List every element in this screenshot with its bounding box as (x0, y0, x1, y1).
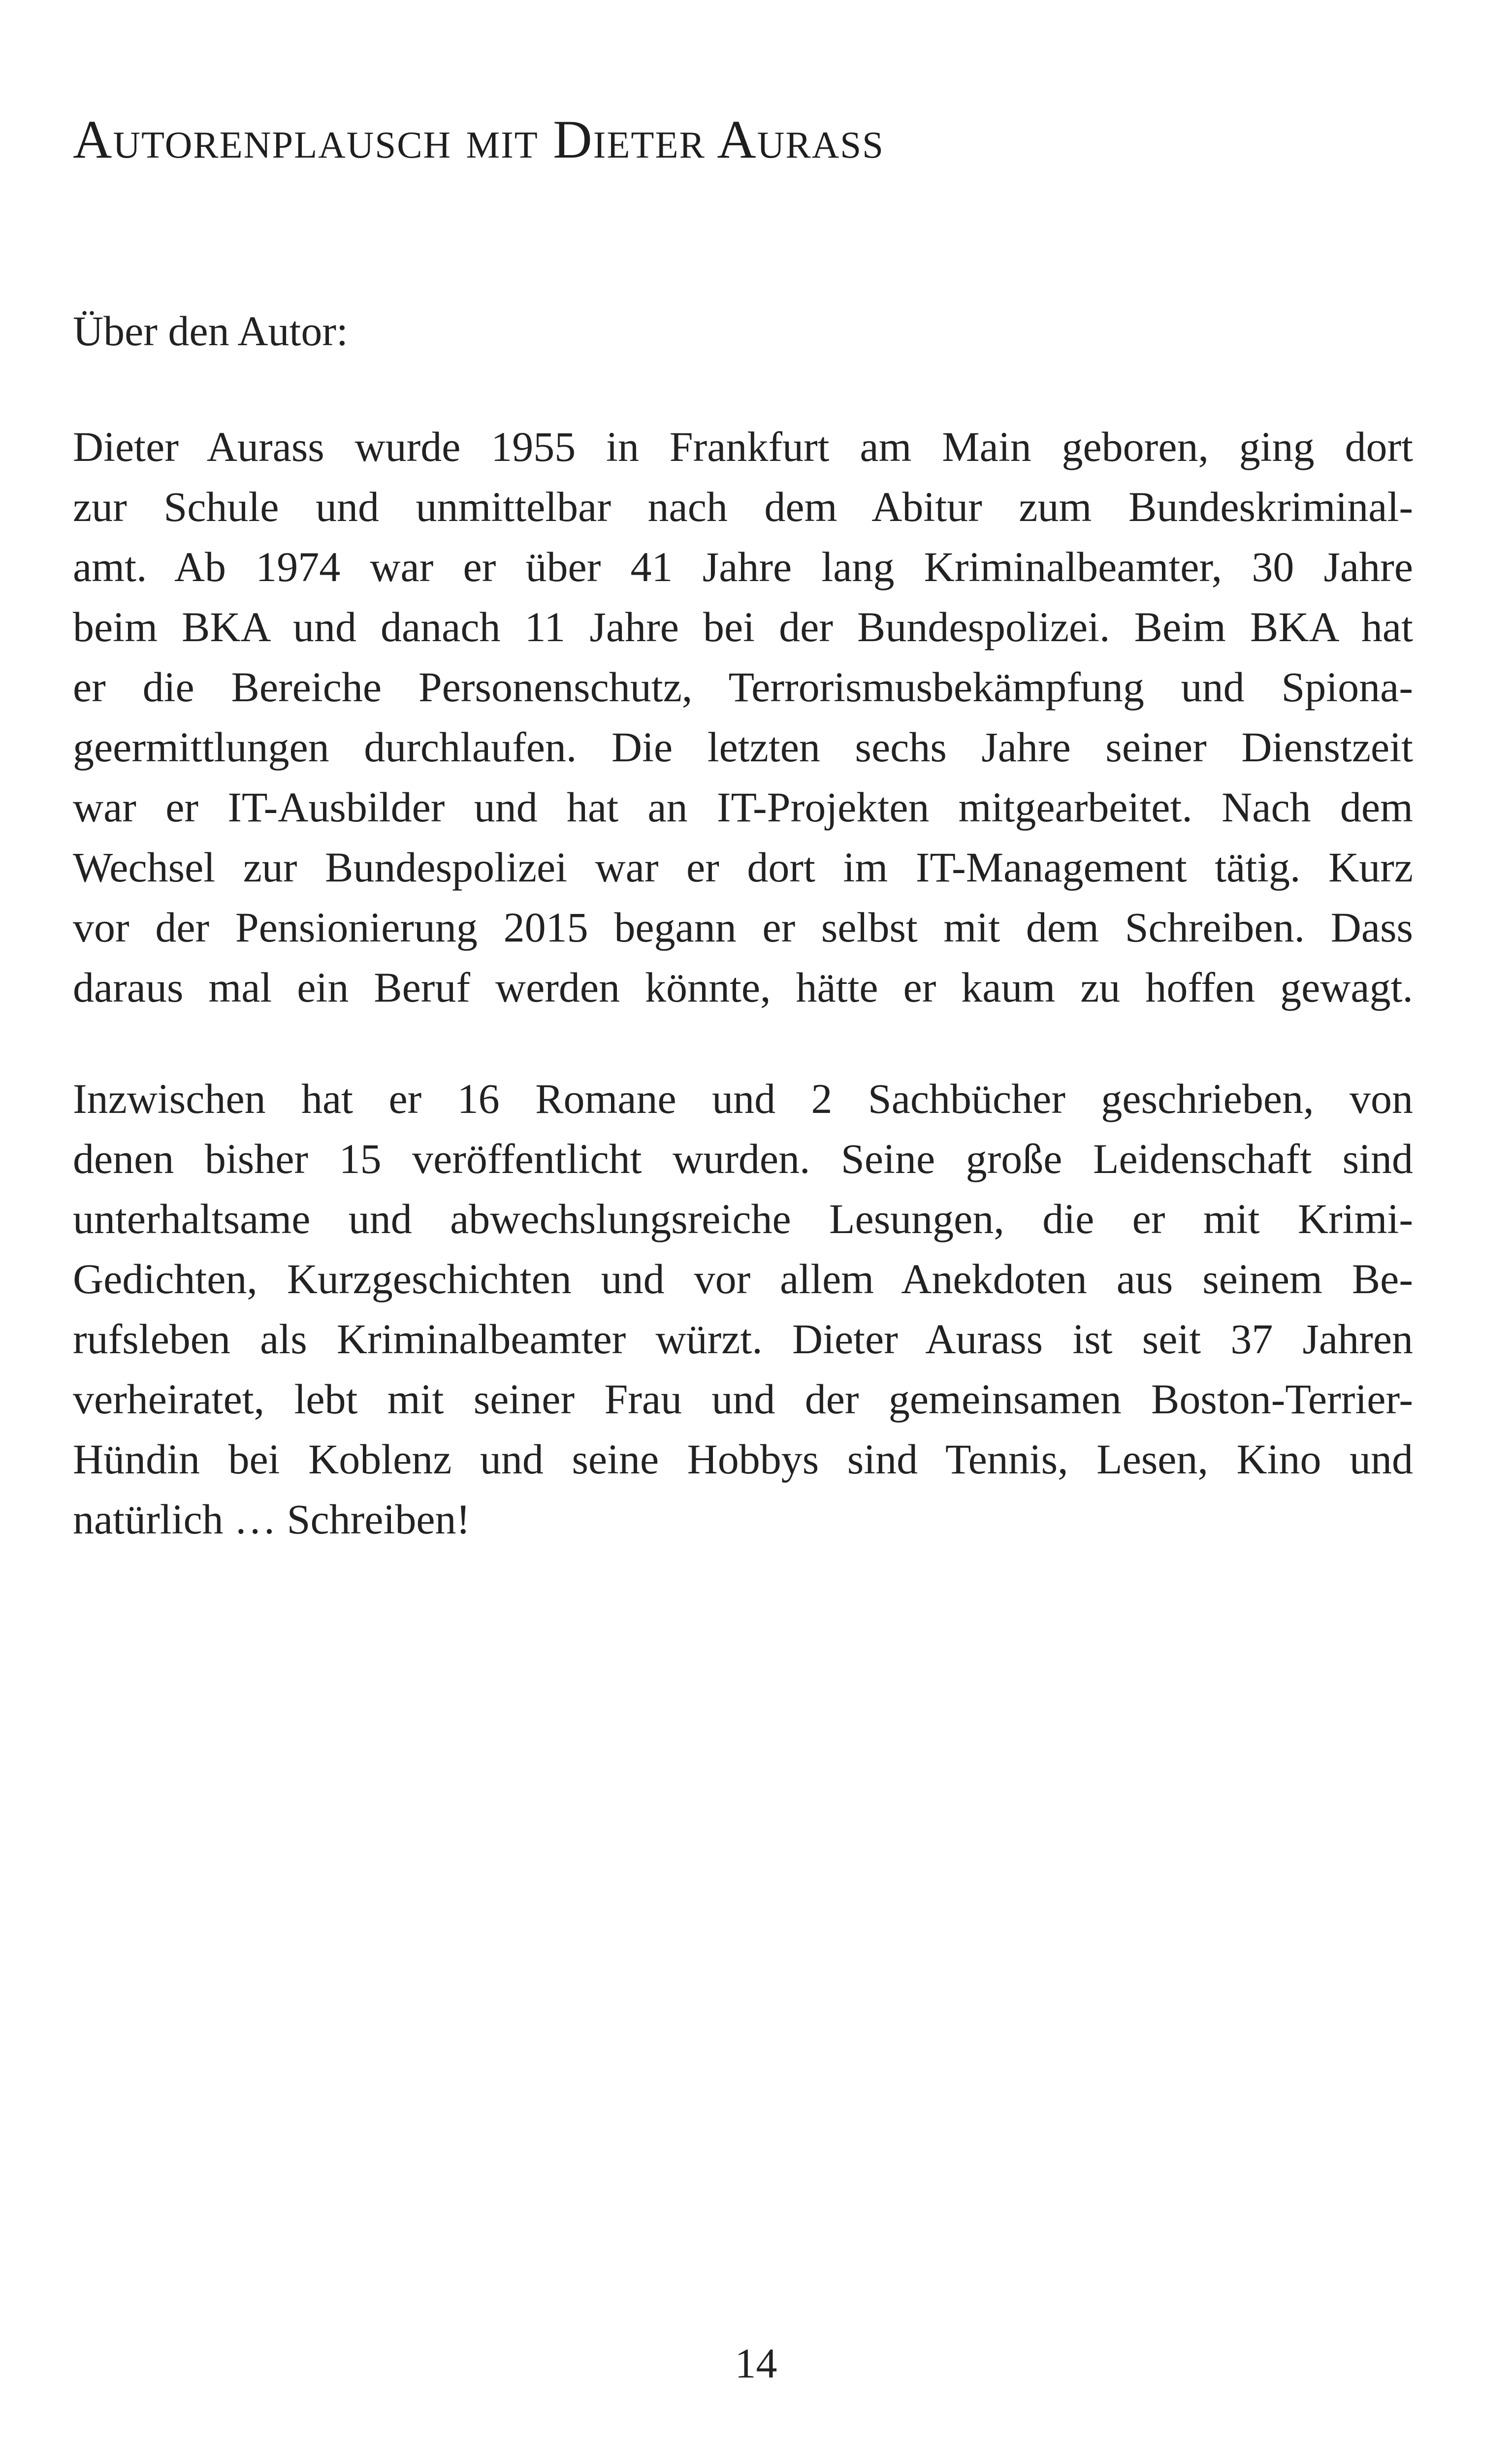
page-number: 14 (735, 2340, 777, 2387)
text-line: zur Schule und unmittelbar nach dem Abitur zum Bundeskriminal- (73, 483, 1413, 530)
text-line: war er IT-Ausbilder und hat an IT-Projekten mitgearbeitet. Nach dem (73, 783, 1413, 831)
text-line: beim BKA und danach 11 Jahre bei der Bundespolizei. Beim BKA hat (73, 603, 1413, 651)
text-line: Gedichten, Kurzgeschichten und vor allem Anekdoten aus seinem Be- (73, 1255, 1413, 1303)
text-line: Dieter Aurass wurde 1955 in Frankfurt am Main geboren, ging dort (73, 423, 1413, 470)
text-line: daraus mal ein Beruf werden könnte, hätte er kaum zu hoffen gewagt. (73, 964, 1413, 1011)
text-line: Inzwischen hat er 16 Romane und 2 Sachbücher geschrieben, von (73, 1075, 1413, 1122)
text-line: Hündin bei Koblenz und seine Hobbys sind Tennis, Lesen, Kino und (73, 1435, 1413, 1483)
text-line: natürlich … Schreiben! (73, 1496, 471, 1543)
text-line: unterhaltsame und abwechslungsreiche Lesungen, die er mit Krimi- (73, 1195, 1413, 1242)
text-line: denen bisher 15 veröffentlicht wurden. Seine große Leidenschaft sind (73, 1135, 1413, 1182)
text-line: vor der Pensionierung 2015 begann er selbst mit dem Schreiben. Dass (73, 904, 1413, 951)
text-line: Wechsel zur Bundespolizei war er dort im IT-Management tätig. Kurz (73, 844, 1413, 891)
text-line: er die Bereiche Personenschutz, Terrorismusbekämpfung und Spiona- (73, 663, 1413, 711)
section-subheading: Über den Autor: (73, 307, 348, 355)
page-heading: Autorenplausch mit Dieter Aurass (73, 109, 884, 169)
body-paragraph-1 (73, 417, 1413, 1017)
text-line: amt. Ab 1974 war er über 41 Jahre lang Kriminalbeamter, 30 Jahre (73, 543, 1413, 590)
body-paragraph-2 (73, 1069, 1413, 1549)
text-line: geermittlungen durchlaufen. Die letzten sechs Jahre seiner Dienstzeit (73, 723, 1413, 771)
text-line: rufsleben als Kriminalbeamter würzt. Dieter Aurass ist seit 37 Jahren (73, 1315, 1413, 1363)
text-line: verheiratet, lebt mit seiner Frau und der gemeinsamen Boston-Terrier- (73, 1375, 1413, 1423)
